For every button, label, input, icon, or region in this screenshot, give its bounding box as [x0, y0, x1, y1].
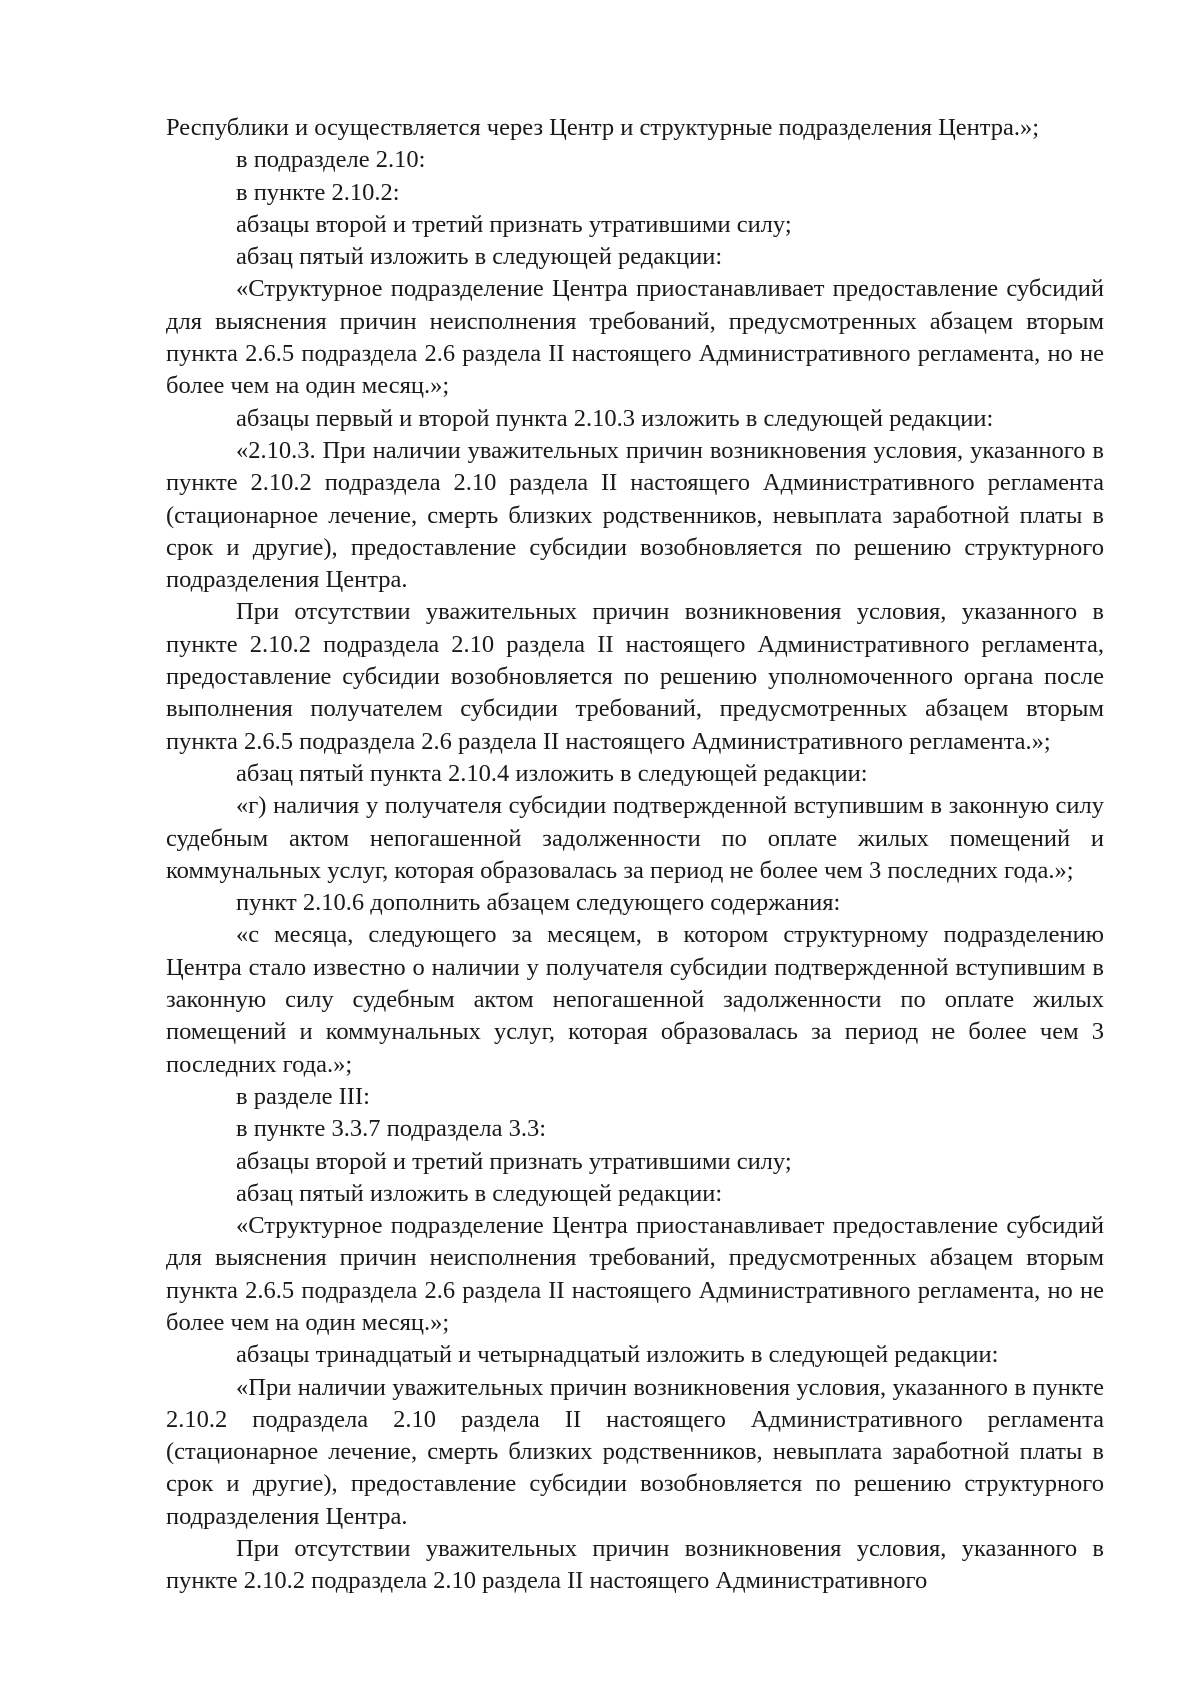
paragraph: «Структурное подразделение Центра приостанавливает предоставление субсидий для выяснения причин неисполнения требований, предусмотренных абзацем вторым пункта 2.6.5 подраздела 2.6 раздела II настоящего Административного регламента, но не более чем на один месяц.»; — [166, 1212, 1104, 1336]
paragraph: абзацы первый и второй пункта 2.10.3 изложить в следующей редакции: — [236, 404, 994, 432]
paragraph: абзацы тринадцатый и четырнадцатый изложить в следующей редакции: — [236, 1341, 999, 1369]
paragraph: «Структурное подразделение Центра приостанавливает предоставление субсидий для выяснения причин неисполнения требований, предусмотренных абзацем вторым пункта 2.6.5 подраздела 2.6 раздела II настоящего Административного регламента, но не более чем на один месяц.»; — [166, 275, 1104, 400]
paragraph: абзац пятый изложить в следующей редакции: — [236, 243, 723, 271]
paragraph: «с месяца, следующего за месяцем, в котором структурному подразделению Центра стало известно о наличии у получателя субсидии подтвержденной вступившим в законную силу судебным актом непогашенной задолженности по оплате жилых помещений и коммунальных услуг, которая образовалась за период не более чем 3 последних года.»; — [166, 921, 1104, 1078]
paragraph: абзацы второй и третий признать утратившими силу; — [236, 1147, 792, 1175]
paragraph: абзац пятый пункта 2.10.4 изложить в следующей редакции: — [236, 759, 868, 787]
paragraph: в разделе III: — [236, 1082, 370, 1110]
paragraph: пункт 2.10.6 дополнить абзацем следующего содержания: — [236, 889, 841, 917]
paragraph: в подразделе 2.10: — [236, 146, 426, 174]
paragraph: абзацы второй и третий признать утратившими силу; — [236, 210, 792, 238]
paragraph: При отсутствии уважительных причин возникновения условия, указанного в пункте 2.10.2 подраздела 2.10 раздела II настоящего Административного регламента, предоставление субсидии возобновляется по решению уполномоченного органа после выполнения получателем субсидии требований, предусмотренных абзацем вторым пункта 2.6.5 подраздела 2.6 раздела II настоящего Административного регламента.»; — [166, 598, 1104, 755]
document-page — [166, 112, 1104, 1598]
paragraph: «При наличии уважительных причин возникновения условия, указанного в пункте 2.10.2 подраздела 2.10 раздела II настоящего Административного регламента (стационарное лечение, смерть близких родственников, невыплата заработной платы в срок и другие), предоставление субсидии возобновляется по решению структурного подразделения Центра. — [166, 1373, 1104, 1530]
paragraph: абзац пятый изложить в следующей редакции: — [236, 1179, 723, 1207]
paragraph: «2.10.3. При наличии уважительных причин возникновения условия, указанного в пункте 2.10.2 подраздела 2.10 раздела II настоящего Административного регламента (стационарное лечение, смерть близких родственников, невыплата заработной платы в срок и другие), предоставление субсидии возобновляется по решению структурного подразделения Центра. — [166, 436, 1104, 594]
paragraph: в пункте 2.10.2: — [236, 178, 400, 206]
paragraph: Республики и осуществляется через Центр и структурные подразделения Центра.»; — [166, 114, 1040, 141]
paragraph: «г) наличия у получателя субсидии подтвержденной вступившим в законную силу судебным актом непогашенной задолженности по оплате жилых помещений и коммунальных услуг, которая образовалась за период не более чем 3 последних года.»; — [166, 792, 1104, 884]
paragraph: При отсутствии уважительных причин возникновения условия, указанного в пункте 2.10.2 подраздела 2.10 раздела II настоящего Административного — [166, 1535, 1104, 1595]
paragraph: в пункте 3.3.7 подраздела 3.3: — [236, 1115, 547, 1143]
